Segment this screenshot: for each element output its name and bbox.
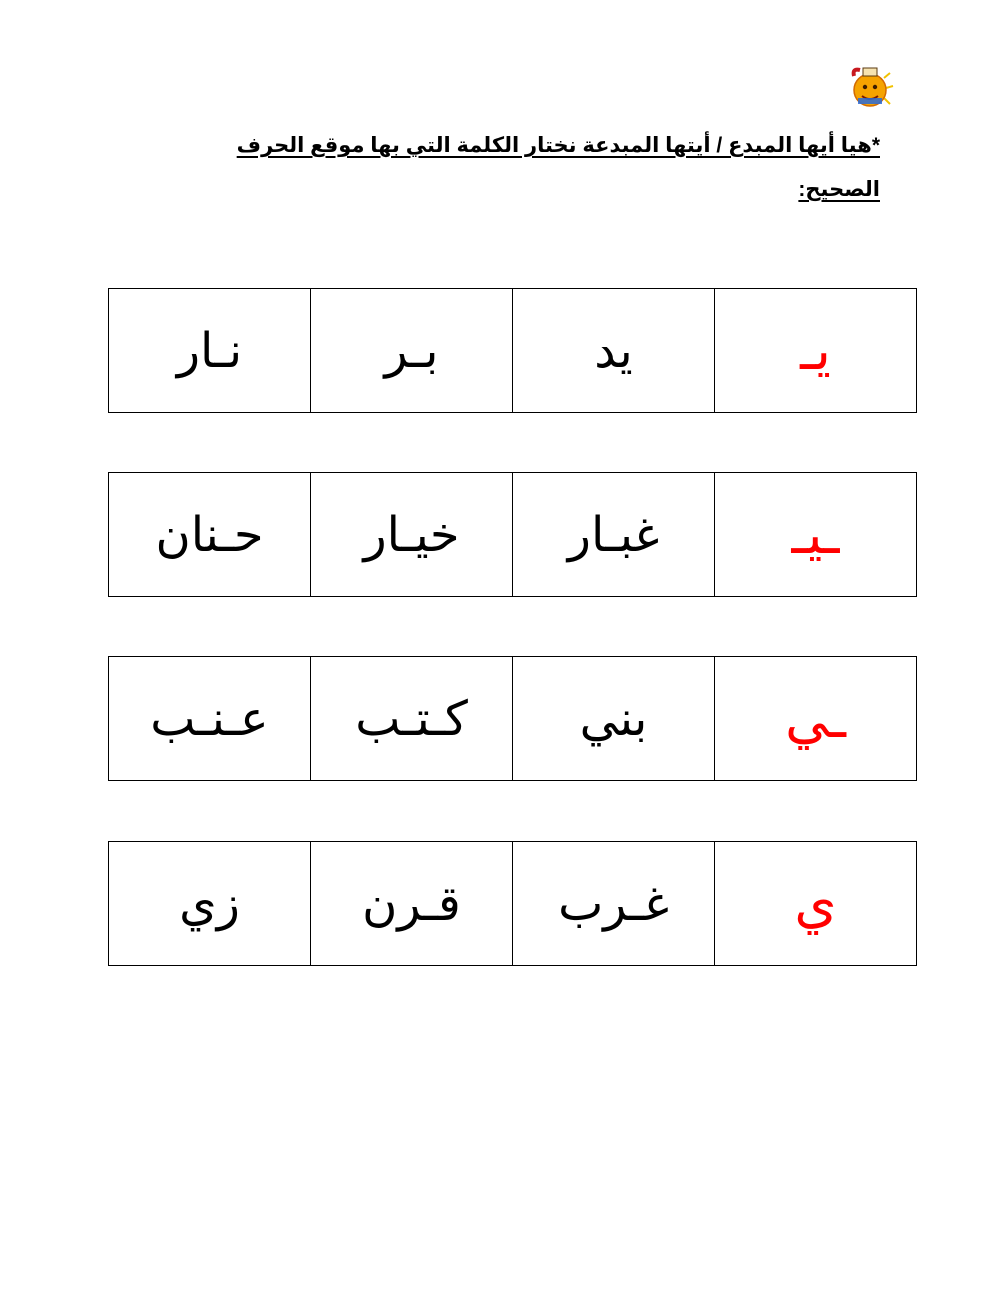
target-letter: ي — [794, 872, 837, 935]
word-option[interactable] — [513, 289, 715, 413]
letter-cell — [715, 473, 917, 597]
letter-row-3 — [108, 656, 917, 781]
word-text: بني — [579, 690, 648, 747]
word-text: بـر — [384, 322, 439, 379]
word-option[interactable] — [109, 657, 311, 781]
word-option[interactable] — [109, 842, 311, 966]
word-option[interactable] — [311, 842, 513, 966]
word-text: عـنـب — [150, 690, 269, 747]
word-option[interactable] — [109, 289, 311, 413]
word-text: قـرن — [362, 875, 461, 932]
word-text: نـار — [176, 322, 243, 379]
word-text: يد — [594, 322, 633, 379]
word-option[interactable] — [311, 657, 513, 781]
word-text: حـنان — [155, 506, 264, 563]
letter-row-4 — [108, 841, 917, 966]
word-option[interactable] — [513, 473, 715, 597]
word-text: غبـار — [567, 506, 660, 563]
word-option[interactable] — [109, 473, 311, 597]
letter-cell — [715, 657, 917, 781]
letter-cell — [715, 289, 917, 413]
word-text: زي — [179, 875, 240, 932]
word-text: كـتـب — [355, 690, 468, 747]
word-text: خيـار — [363, 506, 460, 563]
target-letter: ـي — [785, 687, 846, 750]
word-option[interactable] — [513, 657, 715, 781]
letter-row-2 — [108, 472, 917, 597]
target-letter: ـيـ — [791, 503, 840, 566]
word-text: غـرب — [558, 875, 669, 932]
target-letter: يـ — [800, 319, 831, 382]
letter-row-1 — [108, 288, 917, 413]
cartoon-character-logo-icon — [846, 64, 894, 112]
word-option[interactable] — [311, 289, 513, 413]
word-option[interactable] — [311, 473, 513, 597]
word-option[interactable] — [513, 842, 715, 966]
letter-cell — [715, 842, 917, 966]
instruction-text: *هيا أيها المبدع / أيتها المبدعة نختار الكلمة التي بها موقع الحرف الصحيح: — [236, 134, 880, 201]
